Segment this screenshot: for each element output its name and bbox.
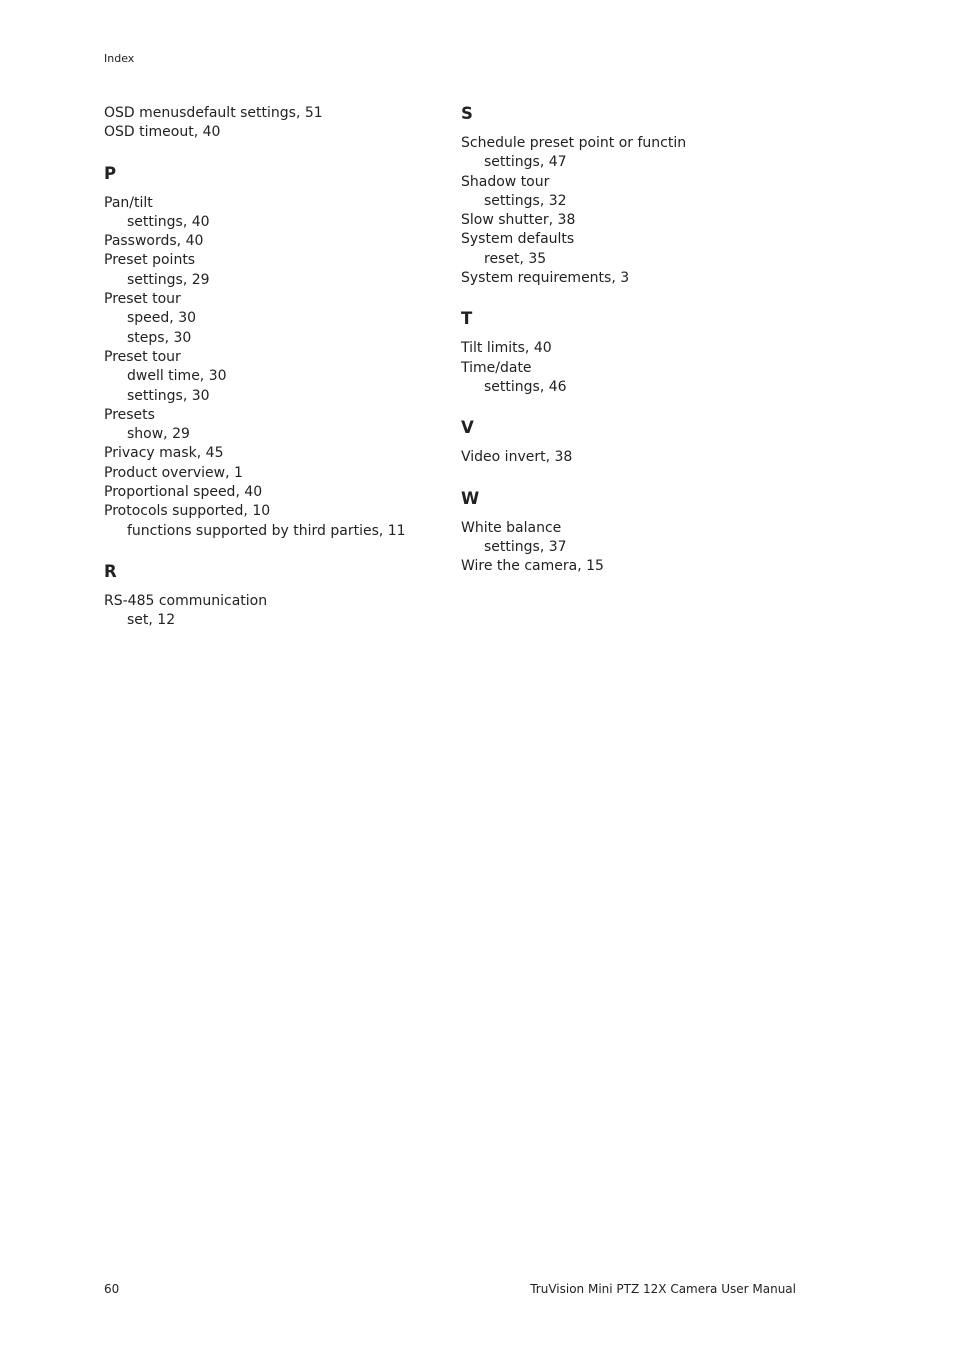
index-column-left bbox=[104, 104, 444, 631]
index-subentry: show, 29 bbox=[127, 426, 190, 443]
index-subentry: settings, 47 bbox=[484, 154, 567, 171]
index-entry: Time/date bbox=[461, 359, 532, 376]
index-entry: System requirements, 3 bbox=[461, 270, 630, 287]
index-entry: System defaults bbox=[461, 231, 575, 248]
index-entry: White balance bbox=[461, 519, 562, 536]
index-letter-heading: S bbox=[461, 104, 473, 123]
index-subentry: settings, 37 bbox=[484, 538, 567, 555]
index-entry: Pan/tilt bbox=[104, 194, 153, 211]
index-entry: Preset points bbox=[104, 252, 196, 269]
index-entry: Product overview, 1 bbox=[104, 464, 243, 481]
index-subentry: settings, 29 bbox=[127, 271, 210, 288]
index-letter-heading: V bbox=[461, 418, 474, 438]
index-entry: Tilt limits, 40 bbox=[461, 340, 552, 357]
index-entry: OSD menusdefault settings, 51 bbox=[104, 105, 323, 121]
index-entry: Privacy mask, 45 bbox=[104, 445, 224, 462]
index-letter-heading: R bbox=[104, 561, 117, 581]
index-entry: OSD timeout, 40 bbox=[104, 124, 221, 141]
index-entry: Passwords, 40 bbox=[104, 233, 204, 250]
index-column-right bbox=[461, 104, 801, 576]
page-number: 60 bbox=[104, 1282, 120, 1296]
index-entry: Video invert, 38 bbox=[461, 449, 573, 466]
index-letter-heading: T bbox=[461, 309, 473, 329]
running-head: Index bbox=[104, 52, 135, 65]
index-entry: Presets bbox=[104, 406, 155, 423]
index-subentry: speed, 30 bbox=[127, 310, 197, 327]
index-letter-heading: P bbox=[104, 163, 117, 183]
index-subentry: reset, 35 bbox=[484, 250, 547, 267]
index-entry: Preset tour bbox=[104, 291, 181, 308]
manual-title: TruVision Mini PTZ 12X Camera User Manual bbox=[530, 1282, 796, 1296]
index-entry: Wire the camera, 15 bbox=[461, 558, 604, 575]
index-subentry: functions supported by third parties, 11 bbox=[127, 522, 406, 539]
index-subentry: set, 12 bbox=[127, 612, 176, 629]
index-entry: Schedule preset point or functin bbox=[461, 135, 687, 151]
index-subentry: settings, 40 bbox=[127, 213, 210, 230]
index-subentry: settings, 30 bbox=[127, 387, 210, 404]
index-entry: Proportional speed, 40 bbox=[104, 484, 263, 501]
index-letter-heading: W bbox=[461, 488, 480, 508]
index-entry: Shadow tour bbox=[461, 173, 550, 190]
index-entry: Slow shutter, 38 bbox=[461, 212, 576, 229]
index-subentry: settings, 32 bbox=[484, 192, 567, 209]
index-entry: Preset tour bbox=[104, 348, 181, 365]
index-entry: Protocols supported, 10 bbox=[104, 503, 271, 520]
index-entry: RS-485 communication bbox=[104, 592, 268, 609]
index-subentry: dwell time, 30 bbox=[127, 368, 227, 385]
index-subentry: steps, 30 bbox=[127, 329, 192, 346]
index-subentry: settings, 46 bbox=[484, 378, 567, 395]
